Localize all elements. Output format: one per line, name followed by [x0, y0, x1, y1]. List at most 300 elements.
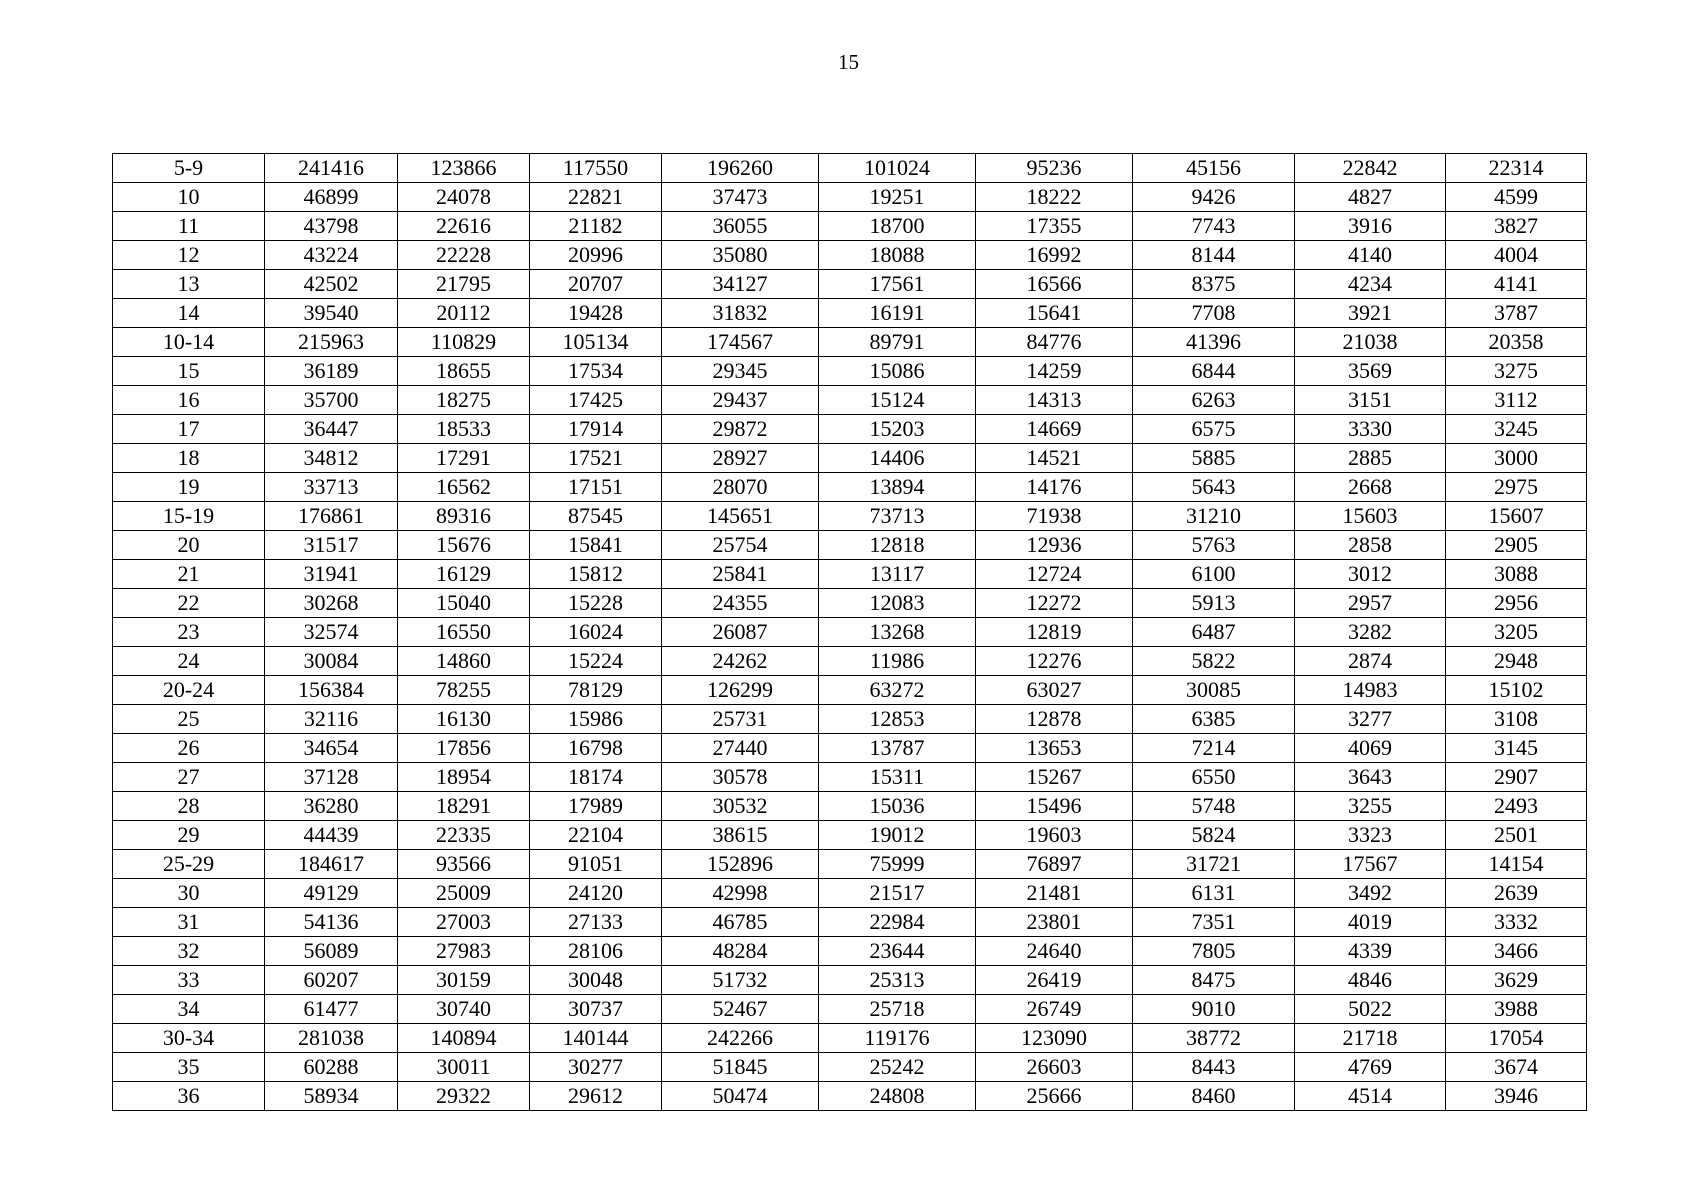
table-cell: 6263	[1133, 386, 1295, 415]
table-cell: 21718	[1295, 1024, 1446, 1053]
table-cell: 29345	[662, 357, 819, 386]
table-row	[113, 995, 1587, 1024]
table-cell: 30578	[662, 763, 819, 792]
table-cell: 16024	[530, 618, 662, 647]
table-cell: 31832	[662, 299, 819, 328]
age-group-cell: 14	[113, 299, 265, 328]
table-cell: 21182	[530, 212, 662, 241]
age-group-cell: 27	[113, 763, 265, 792]
table-cell: 24355	[662, 589, 819, 618]
table-cell: 6385	[1133, 705, 1295, 734]
age-group-cell: 30	[113, 879, 265, 908]
table-cell: 18222	[976, 183, 1133, 212]
table-cell: 4846	[1295, 966, 1446, 995]
table-cell: 15036	[819, 792, 976, 821]
table-cell: 46785	[662, 908, 819, 937]
table-cell: 31941	[265, 560, 398, 589]
table-cell: 14860	[398, 647, 530, 676]
table-cell: 15841	[530, 531, 662, 560]
table-cell: 14154	[1446, 850, 1587, 879]
table-cell: 17989	[530, 792, 662, 821]
age-group-cell: 25-29	[113, 850, 265, 879]
table-cell: 61477	[265, 995, 398, 1024]
table-row	[113, 1024, 1587, 1053]
table-cell: 20358	[1446, 328, 1587, 357]
table-row	[113, 154, 1587, 183]
table-cell: 105134	[530, 328, 662, 357]
age-group-cell: 20	[113, 531, 265, 560]
table-cell: 12724	[976, 560, 1133, 589]
table-cell: 176861	[265, 502, 398, 531]
table-cell: 17856	[398, 734, 530, 763]
table-cell: 26749	[976, 995, 1133, 1024]
table-cell: 14259	[976, 357, 1133, 386]
table-cell: 3323	[1295, 821, 1446, 850]
table-cell: 14983	[1295, 676, 1446, 705]
table-cell: 29872	[662, 415, 819, 444]
table-cell: 30740	[398, 995, 530, 1024]
table-row	[113, 415, 1587, 444]
table-cell: 12272	[976, 589, 1133, 618]
table-cell: 30048	[530, 966, 662, 995]
age-group-cell: 22	[113, 589, 265, 618]
table-cell: 7214	[1133, 734, 1295, 763]
table-cell: 41396	[1133, 328, 1295, 357]
table-cell: 7351	[1133, 908, 1295, 937]
table-cell: 123090	[976, 1024, 1133, 1053]
table-cell: 4234	[1295, 270, 1446, 299]
table-cell: 30084	[265, 647, 398, 676]
table-cell: 27983	[398, 937, 530, 966]
age-group-cell: 5-9	[113, 154, 265, 183]
table-cell: 3946	[1446, 1082, 1587, 1111]
table-cell: 5763	[1133, 531, 1295, 560]
table-row	[113, 502, 1587, 531]
table-cell: 19603	[976, 821, 1133, 850]
age-group-cell: 25	[113, 705, 265, 734]
age-group-cell: 18	[113, 444, 265, 473]
table-cell: 45156	[1133, 154, 1295, 183]
table-cell: 19251	[819, 183, 976, 212]
table-cell: 2956	[1446, 589, 1587, 618]
table-cell: 5824	[1133, 821, 1295, 850]
table-cell: 140144	[530, 1024, 662, 1053]
table-container	[112, 153, 1586, 1111]
table-cell: 14521	[976, 444, 1133, 473]
table-cell: 3000	[1446, 444, 1587, 473]
table-cell: 35700	[265, 386, 398, 415]
table-cell: 2639	[1446, 879, 1587, 908]
table-cell: 6575	[1133, 415, 1295, 444]
table-cell: 16566	[976, 270, 1133, 299]
age-group-cell: 10	[113, 183, 265, 212]
table-cell: 89316	[398, 502, 530, 531]
table-cell: 84776	[976, 328, 1133, 357]
table-cell: 25666	[976, 1082, 1133, 1111]
age-group-cell: 21	[113, 560, 265, 589]
table-cell: 42502	[265, 270, 398, 299]
table-row	[113, 241, 1587, 270]
table-cell: 3629	[1446, 966, 1587, 995]
table-cell: 4019	[1295, 908, 1446, 937]
table-cell: 34127	[662, 270, 819, 299]
table-row	[113, 705, 1587, 734]
table-cell: 34654	[265, 734, 398, 763]
table-cell: 18533	[398, 415, 530, 444]
table-cell: 17355	[976, 212, 1133, 241]
table-cell: 16191	[819, 299, 976, 328]
table-cell: 15203	[819, 415, 976, 444]
table-cell: 13268	[819, 618, 976, 647]
table-cell: 126299	[662, 676, 819, 705]
table-cell: 3492	[1295, 879, 1446, 908]
table-cell: 4769	[1295, 1053, 1446, 1082]
table-cell: 60288	[265, 1053, 398, 1082]
table-cell: 152896	[662, 850, 819, 879]
table-cell: 12853	[819, 705, 976, 734]
table-cell: 101024	[819, 154, 976, 183]
table-cell: 17151	[530, 473, 662, 502]
table-cell: 7708	[1133, 299, 1295, 328]
table-cell: 4004	[1446, 241, 1587, 270]
table-cell: 17561	[819, 270, 976, 299]
table-cell: 18954	[398, 763, 530, 792]
table-cell: 13894	[819, 473, 976, 502]
table-cell: 35080	[662, 241, 819, 270]
table-cell: 17914	[530, 415, 662, 444]
table-cell: 24640	[976, 937, 1133, 966]
table-cell: 22984	[819, 908, 976, 937]
age-group-cell: 11	[113, 212, 265, 241]
table-cell: 63272	[819, 676, 976, 705]
table-cell: 9010	[1133, 995, 1295, 1024]
table-cell: 15812	[530, 560, 662, 589]
table-cell: 15102	[1446, 676, 1587, 705]
table-cell: 156384	[265, 676, 398, 705]
table-row	[113, 1053, 1587, 1082]
table-cell: 7805	[1133, 937, 1295, 966]
table-cell: 43798	[265, 212, 398, 241]
table-cell: 18174	[530, 763, 662, 792]
table-cell: 37128	[265, 763, 398, 792]
table-cell: 18655	[398, 357, 530, 386]
table-cell: 36189	[265, 357, 398, 386]
table-cell: 3330	[1295, 415, 1446, 444]
table-cell: 19428	[530, 299, 662, 328]
table-row	[113, 589, 1587, 618]
table-cell: 44439	[265, 821, 398, 850]
table-cell: 38615	[662, 821, 819, 850]
table-cell: 6550	[1133, 763, 1295, 792]
table-cell: 6487	[1133, 618, 1295, 647]
table-cell: 15267	[976, 763, 1133, 792]
table-cell: 242266	[662, 1024, 819, 1053]
table-cell: 6131	[1133, 879, 1295, 908]
table-cell: 3151	[1295, 386, 1446, 415]
table-cell: 18088	[819, 241, 976, 270]
table-cell: 14176	[976, 473, 1133, 502]
table-cell: 9426	[1133, 183, 1295, 212]
age-group-cell: 32	[113, 937, 265, 966]
table-cell: 281038	[265, 1024, 398, 1053]
table-cell: 17567	[1295, 850, 1446, 879]
age-group-cell: 35	[113, 1053, 265, 1082]
table-cell: 78129	[530, 676, 662, 705]
table-cell: 37473	[662, 183, 819, 212]
table-row	[113, 879, 1587, 908]
table-cell: 15496	[976, 792, 1133, 821]
table-cell: 2874	[1295, 647, 1446, 676]
table-row	[113, 908, 1587, 937]
table-cell: 8144	[1133, 241, 1295, 270]
table-cell: 30268	[265, 589, 398, 618]
table-cell: 3282	[1295, 618, 1446, 647]
table-cell: 12936	[976, 531, 1133, 560]
table-row	[113, 560, 1587, 589]
table-cell: 33713	[265, 473, 398, 502]
table-cell: 5643	[1133, 473, 1295, 502]
age-group-cell: 24	[113, 647, 265, 676]
age-group-cell: 33	[113, 966, 265, 995]
table-cell: 2501	[1446, 821, 1587, 850]
table-cell: 11986	[819, 647, 976, 676]
table-cell: 140894	[398, 1024, 530, 1053]
table-cell: 15607	[1446, 502, 1587, 531]
table-cell: 31517	[265, 531, 398, 560]
table-cell: 5885	[1133, 444, 1295, 473]
table-cell: 15641	[976, 299, 1133, 328]
table-cell: 34812	[265, 444, 398, 473]
table-cell: 15228	[530, 589, 662, 618]
table-cell: 5913	[1133, 589, 1295, 618]
table-cell: 31721	[1133, 850, 1295, 879]
table-cell: 36055	[662, 212, 819, 241]
table-cell: 16129	[398, 560, 530, 589]
table-row	[113, 183, 1587, 212]
table-cell: 3569	[1295, 357, 1446, 386]
table-cell: 26419	[976, 966, 1133, 995]
table-cell: 26087	[662, 618, 819, 647]
table-cell: 21481	[976, 879, 1133, 908]
table-cell: 3112	[1446, 386, 1587, 415]
table-cell: 26603	[976, 1053, 1133, 1082]
table-cell: 3827	[1446, 212, 1587, 241]
table-cell: 30737	[530, 995, 662, 1024]
table-cell: 20996	[530, 241, 662, 270]
table-cell: 28927	[662, 444, 819, 473]
table-cell: 14406	[819, 444, 976, 473]
age-group-cell: 15-19	[113, 502, 265, 531]
table-cell: 51845	[662, 1053, 819, 1082]
age-group-cell: 36	[113, 1082, 265, 1111]
table-cell: 58934	[265, 1082, 398, 1111]
table-cell: 38772	[1133, 1024, 1295, 1053]
table-cell: 22842	[1295, 154, 1446, 183]
table-cell: 4827	[1295, 183, 1446, 212]
table-cell: 117550	[530, 154, 662, 183]
table-cell: 49129	[265, 879, 398, 908]
table-cell: 2957	[1295, 589, 1446, 618]
table-cell: 13117	[819, 560, 976, 589]
table-cell: 21795	[398, 270, 530, 299]
table-cell: 27133	[530, 908, 662, 937]
table-row	[113, 299, 1587, 328]
table-cell: 4141	[1446, 270, 1587, 299]
age-group-cell: 34	[113, 995, 265, 1024]
age-group-cell: 30-34	[113, 1024, 265, 1053]
table-cell: 14669	[976, 415, 1133, 444]
table-cell: 29437	[662, 386, 819, 415]
table-cell: 30532	[662, 792, 819, 821]
table-row	[113, 328, 1587, 357]
table-cell: 215963	[265, 328, 398, 357]
table-cell: 3245	[1446, 415, 1587, 444]
table-cell: 30011	[398, 1053, 530, 1082]
table-cell: 3787	[1446, 299, 1587, 328]
table-cell: 60207	[265, 966, 398, 995]
table-cell: 24262	[662, 647, 819, 676]
table-cell: 3088	[1446, 560, 1587, 589]
age-group-cell: 17	[113, 415, 265, 444]
table-cell: 2948	[1446, 647, 1587, 676]
table-cell: 15086	[819, 357, 976, 386]
table-cell: 5748	[1133, 792, 1295, 821]
table-cell: 25009	[398, 879, 530, 908]
table-cell: 16550	[398, 618, 530, 647]
table-cell: 54136	[265, 908, 398, 937]
table-cell: 4069	[1295, 734, 1446, 763]
table-cell: 73713	[819, 502, 976, 531]
table-cell: 89791	[819, 328, 976, 357]
table-cell: 110829	[398, 328, 530, 357]
table-cell: 39540	[265, 299, 398, 328]
table-cell: 22104	[530, 821, 662, 850]
table-cell: 12276	[976, 647, 1133, 676]
table-row	[113, 966, 1587, 995]
table-cell: 93566	[398, 850, 530, 879]
table-cell: 51732	[662, 966, 819, 995]
table-cell: 27440	[662, 734, 819, 763]
table-cell: 95236	[976, 154, 1133, 183]
table-cell: 13653	[976, 734, 1133, 763]
table-cell: 8460	[1133, 1082, 1295, 1111]
table-cell: 31210	[1133, 502, 1295, 531]
age-group-cell: 13	[113, 270, 265, 299]
table-cell: 91051	[530, 850, 662, 879]
table-cell: 16992	[976, 241, 1133, 270]
table-row	[113, 618, 1587, 647]
age-group-cell: 16	[113, 386, 265, 415]
age-group-cell: 26	[113, 734, 265, 763]
table-cell: 2885	[1295, 444, 1446, 473]
table-cell: 3108	[1446, 705, 1587, 734]
table-cell: 20707	[530, 270, 662, 299]
table-row	[113, 357, 1587, 386]
table-cell: 12083	[819, 589, 976, 618]
table-cell: 24078	[398, 183, 530, 212]
table-cell: 36447	[265, 415, 398, 444]
table-row	[113, 792, 1587, 821]
table-cell: 2975	[1446, 473, 1587, 502]
table-cell: 16562	[398, 473, 530, 502]
table-cell: 32116	[265, 705, 398, 734]
table-cell: 4599	[1446, 183, 1587, 212]
table-cell: 28070	[662, 473, 819, 502]
table-cell: 5022	[1295, 995, 1446, 1024]
table-cell: 25754	[662, 531, 819, 560]
table-cell: 75999	[819, 850, 976, 879]
table-cell: 15040	[398, 589, 530, 618]
table-cell: 23644	[819, 937, 976, 966]
table-cell: 15986	[530, 705, 662, 734]
table-row	[113, 676, 1587, 705]
age-group-cell: 10-14	[113, 328, 265, 357]
table-cell: 24120	[530, 879, 662, 908]
table-cell: 43224	[265, 241, 398, 270]
table-cell: 3275	[1446, 357, 1587, 386]
table-row	[113, 444, 1587, 473]
table-cell: 36280	[265, 792, 398, 821]
table-cell: 15311	[819, 763, 976, 792]
table-cell: 3205	[1446, 618, 1587, 647]
table-cell: 87545	[530, 502, 662, 531]
table-cell: 3466	[1446, 937, 1587, 966]
table-cell: 2907	[1446, 763, 1587, 792]
table-cell: 12819	[976, 618, 1133, 647]
table-cell: 20112	[398, 299, 530, 328]
table-cell: 22335	[398, 821, 530, 850]
table-row	[113, 937, 1587, 966]
table-row	[113, 763, 1587, 792]
table-cell: 22821	[530, 183, 662, 212]
table-cell: 32574	[265, 618, 398, 647]
table-cell: 63027	[976, 676, 1133, 705]
table-cell: 3643	[1295, 763, 1446, 792]
table-cell: 3277	[1295, 705, 1446, 734]
table-cell: 17521	[530, 444, 662, 473]
table-cell: 16798	[530, 734, 662, 763]
table-row	[113, 473, 1587, 502]
table-cell: 3145	[1446, 734, 1587, 763]
table-cell: 17054	[1446, 1024, 1587, 1053]
table-cell: 18291	[398, 792, 530, 821]
table-cell: 5822	[1133, 647, 1295, 676]
table-cell: 22616	[398, 212, 530, 241]
table-cell: 50474	[662, 1082, 819, 1111]
table-cell: 25731	[662, 705, 819, 734]
table-cell: 3255	[1295, 792, 1446, 821]
table-cell: 15124	[819, 386, 976, 415]
table-cell: 3012	[1295, 560, 1446, 589]
table-cell: 174567	[662, 328, 819, 357]
table-cell: 7743	[1133, 212, 1295, 241]
table-row	[113, 212, 1587, 241]
table-cell: 6100	[1133, 560, 1295, 589]
table-cell: 17425	[530, 386, 662, 415]
table-row	[113, 531, 1587, 560]
age-group-cell: 20-24	[113, 676, 265, 705]
age-group-cell: 29	[113, 821, 265, 850]
table-cell: 2858	[1295, 531, 1446, 560]
table-cell: 48284	[662, 937, 819, 966]
table-cell: 8475	[1133, 966, 1295, 995]
table-cell: 15603	[1295, 502, 1446, 531]
table-cell: 2493	[1446, 792, 1587, 821]
table-cell: 76897	[976, 850, 1133, 879]
population-table	[112, 153, 1587, 1111]
table-cell: 18700	[819, 212, 976, 241]
table-cell: 4339	[1295, 937, 1446, 966]
